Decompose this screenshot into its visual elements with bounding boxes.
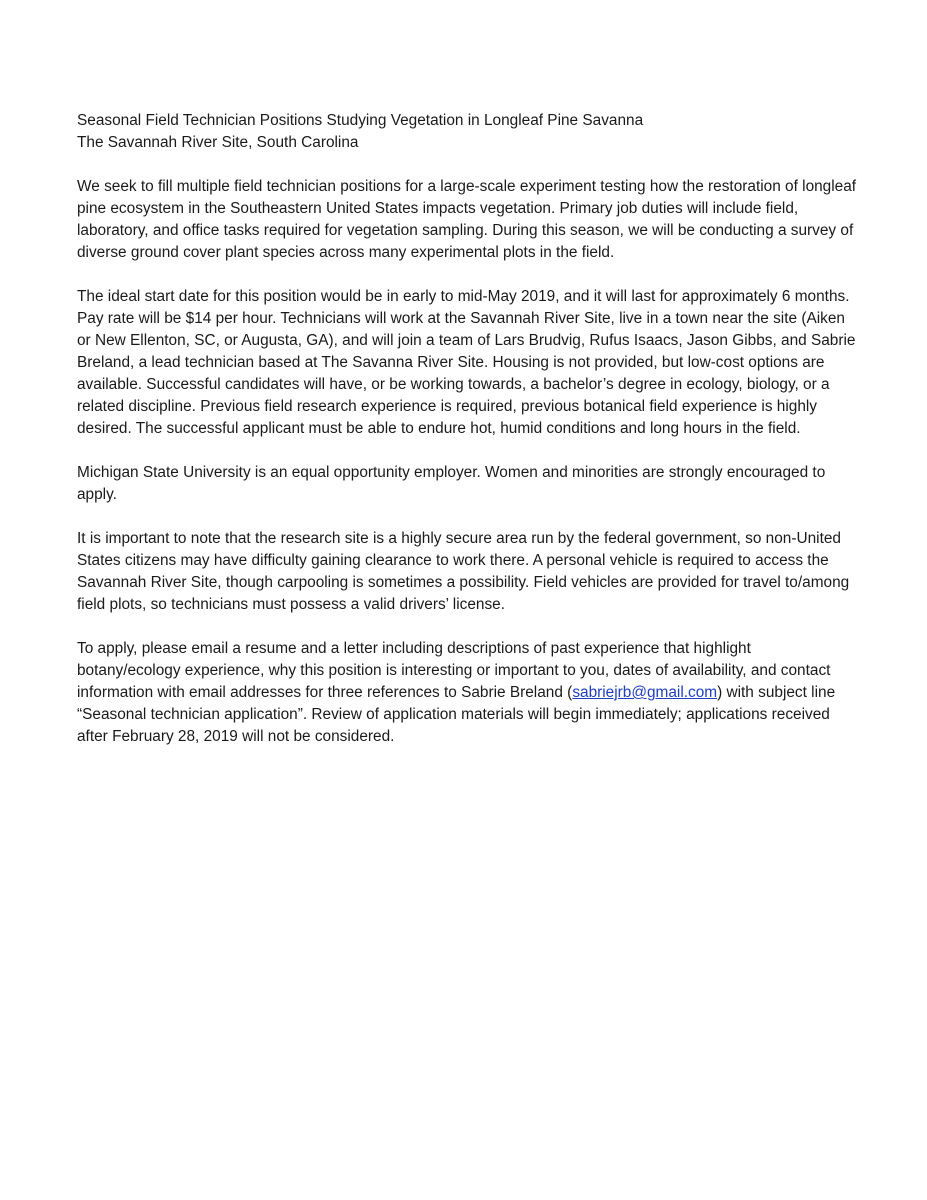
contact-email-link[interactable]: sabriejrb@gmail.com [572,684,718,701]
paragraph-details: The ideal start date for this position would be in early to mid-May 2019, and it will last for approximately 6 months. Pay rate will be $14 per hour. Technicians will work at the Savannah River Site, live in a town near the site (Aiken or New Ellenton, SC, or Augusta, GA), and will join a team of Lars Brudvig, Rufus Isaacs, Jason Gibbs, and Sabrie Breland, a lead technician based at The Savanna River Site. Housing is not provided, but low-cost options are available. Successful candidates will have, or be working towards, a bachelor’s degree in ecology, biology, or a related discipline. Previous field research experience is required, previous botanical field experience is highly desired. The successful applicant must be able to endure hot, humid conditions and long hours in the field. [77,288,856,437]
document-title: Seasonal Field Technician Positions Studying Vegetation in Longleaf Pine Savanna [77,112,644,129]
apply-text-after: ) with subject line “Seasonal technician application”. Review of application materials will begin immediately; applications received after February 28, 2019 will not be considered. [77,684,836,745]
paragraph-how-to-apply [77,638,857,748]
document-location: The Savannah River Site, South Carolina [77,134,359,151]
document-header [77,110,857,154]
document-body [77,110,857,770]
paragraph-overview: We seek to fill multiple field technician positions for a large-scale experiment testing how the restoration of longleaf pine ecosystem in the Southeastern United States impacts vegetation. Primary job duties will include field, laboratory, and office tasks required for vegetation sampling. During this season, we will be conducting a survey of diverse ground cover plant species across many experimental plots in the field. [77,178,857,261]
paragraph-security-note: It is important to note that the research site is a highly secure area run by the federal government, so non-United States citizens may have difficulty gaining clearance to work there. A personal vehicle is required to access the Savannah River Site, though carpooling is sometimes a possibility. Field vehicles are provided for travel to/among field plots, so technicians must possess a valid drivers’ license. [77,530,850,613]
apply-text-before: To apply, please email a resume and a letter including descriptions of past experience that highlight botany/ecology experience, why this position is interesting or important to you, dates of availability, and contact information with email addresses for three references to Sabrie Breland ( [77,640,831,701]
paragraph-equal-opportunity: Michigan State University is an equal opportunity employer. Women and minorities are strongly encouraged to apply. [77,464,826,503]
